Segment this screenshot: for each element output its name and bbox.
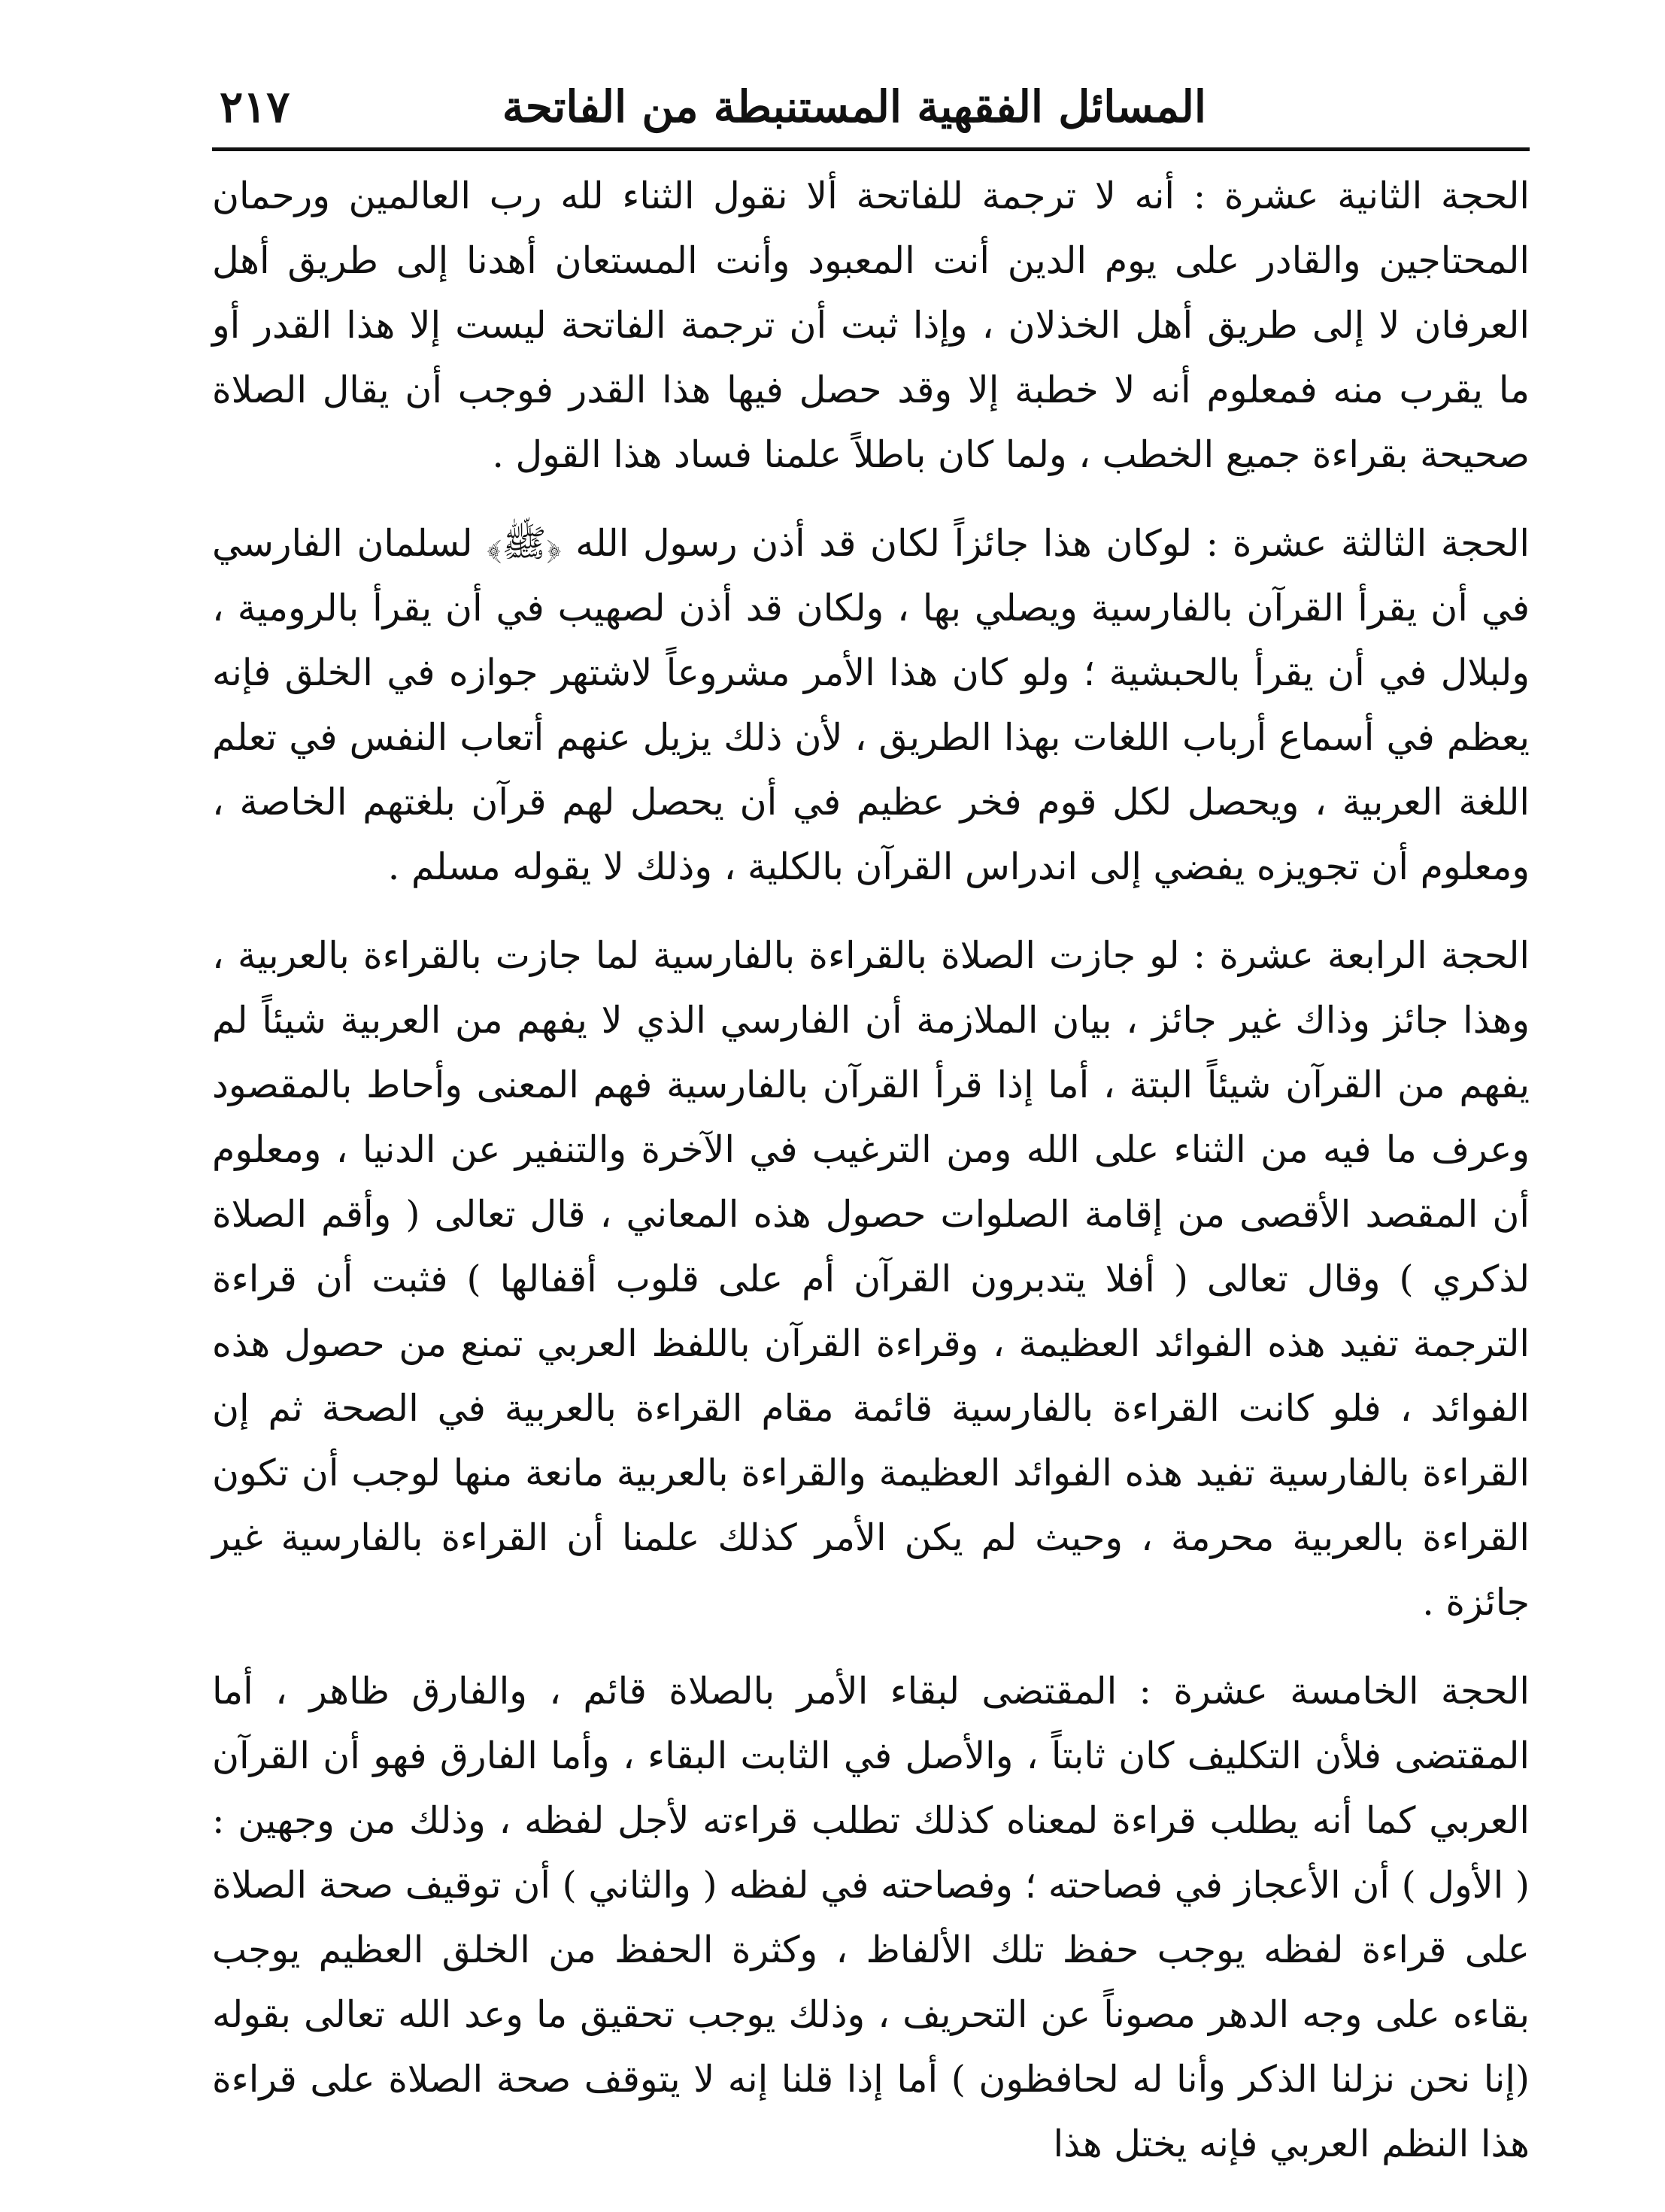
- page-number: ٢١٧: [220, 81, 290, 132]
- running-title: المسائل الفقهية المستنبطة من الفاتحة: [502, 81, 1206, 132]
- paragraph-hujja-13: الحجة الثالثة عشرة : لوكان هذا جائزاً لكان قد أذن رسول الله ﴿ﷺ﴾ لسلمان الفارسي في أن يقرأ القرآن بالفارسية ويصلي بها ، ولكان قد أذن لصهيب في أن يقرأ بالرومية ، ولبلال في أن يقرأ بالحبشية ؛ ولو كان هذا الأمر مشروعاً لاشتهر جوازه في الخلق فإنه يعظم في أسماع أرباب اللغات بهذا الطريق ، لأن ذلك يزيل عنهم أتعاب النفس في تعلم اللغة العربية ، ويحصل لكل قوم فخر عظيم في أن يحصل لهم قرآن بلغتهم الخاصة ، ومعلوم أن تجويزه يفضي إلى اندراس القرآن بالكلية ، وذلك لا يقوله مسلم .: [212, 522, 1530, 888]
- page-header: [212, 69, 1530, 152]
- paragraph-hujja-14: الحجة الرابعة عشرة : لو جازت الصلاة بالقراءة بالفارسية لما جازت بالقراءة بالعربية ، وهذا جائز وذاك غير جائز ، بيان الملازمة أن الفارسي الذي لا يفهم من العربية شيئاً لم يفهم من القرآن شيئاً البتة ، أما إذا قرأ القرآن بالفارسية فهم المعنى وأحاط بالمقصود وعرف ما فيه من الثناء على الله ومن الترغيب في الآخرة والتنفير عن الدنيا ، ومعلوم أن المقصد الأقصى من إقامة الصلوات حصول هذه المعاني ، قال تعالى ( وأقم الصلاة لذكري ) وقال تعالى ( أفلا يتدبرون القرآن أم على قلوب أقفالها ) فثبت أن قراءة الترجمة تفيد هذه الفوائد العظيمة ، وقراءة القرآن باللفظ العربي تمنع من حصول هذه الفوائد ، فلو كانت القراءة بالفارسية قائمة مقام القراءة بالعربية في الصحة ثم إن القراءة بالفارسية تفيد هذه الفوائد العظيمة والقراءة بالعربية مانعة منها لوجب أن تكون القراءة بالعربية محرمة ، وحيث لم يكن الأمر كذلك علمنا أن القراءة بالفارسية غير جائزة .: [212, 934, 1530, 1624]
- paragraph-hujja-15: الحجة الخامسة عشرة : المقتضى لبقاء الأمر بالصلاة قائم ، والفارق ظاهر ، أما المقتضى فلأن التكليف كان ثابتاً ، والأصل في الثابت البقاء ، وأما الفارق فهو أن القرآن العربي كما أنه يطلب قراءة لمعناه كذلك تطلب قراءته لأجل لفظه ، وذلك من وجهين : ( الأول ) أن الأعجاز في فصاحته ؛ وفصاحته في لفظه ( والثاني ) أن توقيف صحة الصلاة على قراءة لفظه يوجب حفظ تلك الألفاظ ، وكثرة الحفظ من الخلق العظيم يوجب بقاءه على وجه الدهر مصوناً عن التحريف ، وذلك يوجب تحقيق ما وعد الله تعالى بقوله (إنا نحن نزلنا الذكر وأنا له لحافظون ) أما إذا قلنا إنه لا يتوقف صحة الصلاة على قراءة هذا النظم العربي فإنه يختل هذا: [212, 1670, 1530, 2165]
- body-text: [212, 164, 1530, 2201]
- header-divider: [212, 147, 1530, 151]
- paragraph-hujja-12: الحجة الثانية عشرة : أنه لا ترجمة للفاتحة ألا نقول الثناء لله رب العالمين ورحمان المحتاجين والقادر على يوم الدين أنت المعبود وأنت المستعان أهدنا إلى طريق أهل العرفان لا إلى طريق أهل الخذلان ، وإذا ثبت أن ترجمة الفاتحة ليست إلا هذا القدر أو ما يقرب منه فمعلوم أنه لا خطبة إلا وقد حصل فيها هذا القدر فوجب أن يقال الصلاة صحيحة بقراءة جميع الخطب ، ولما كان باطلاً علمنا فساد هذا القول .: [212, 174, 1530, 476]
